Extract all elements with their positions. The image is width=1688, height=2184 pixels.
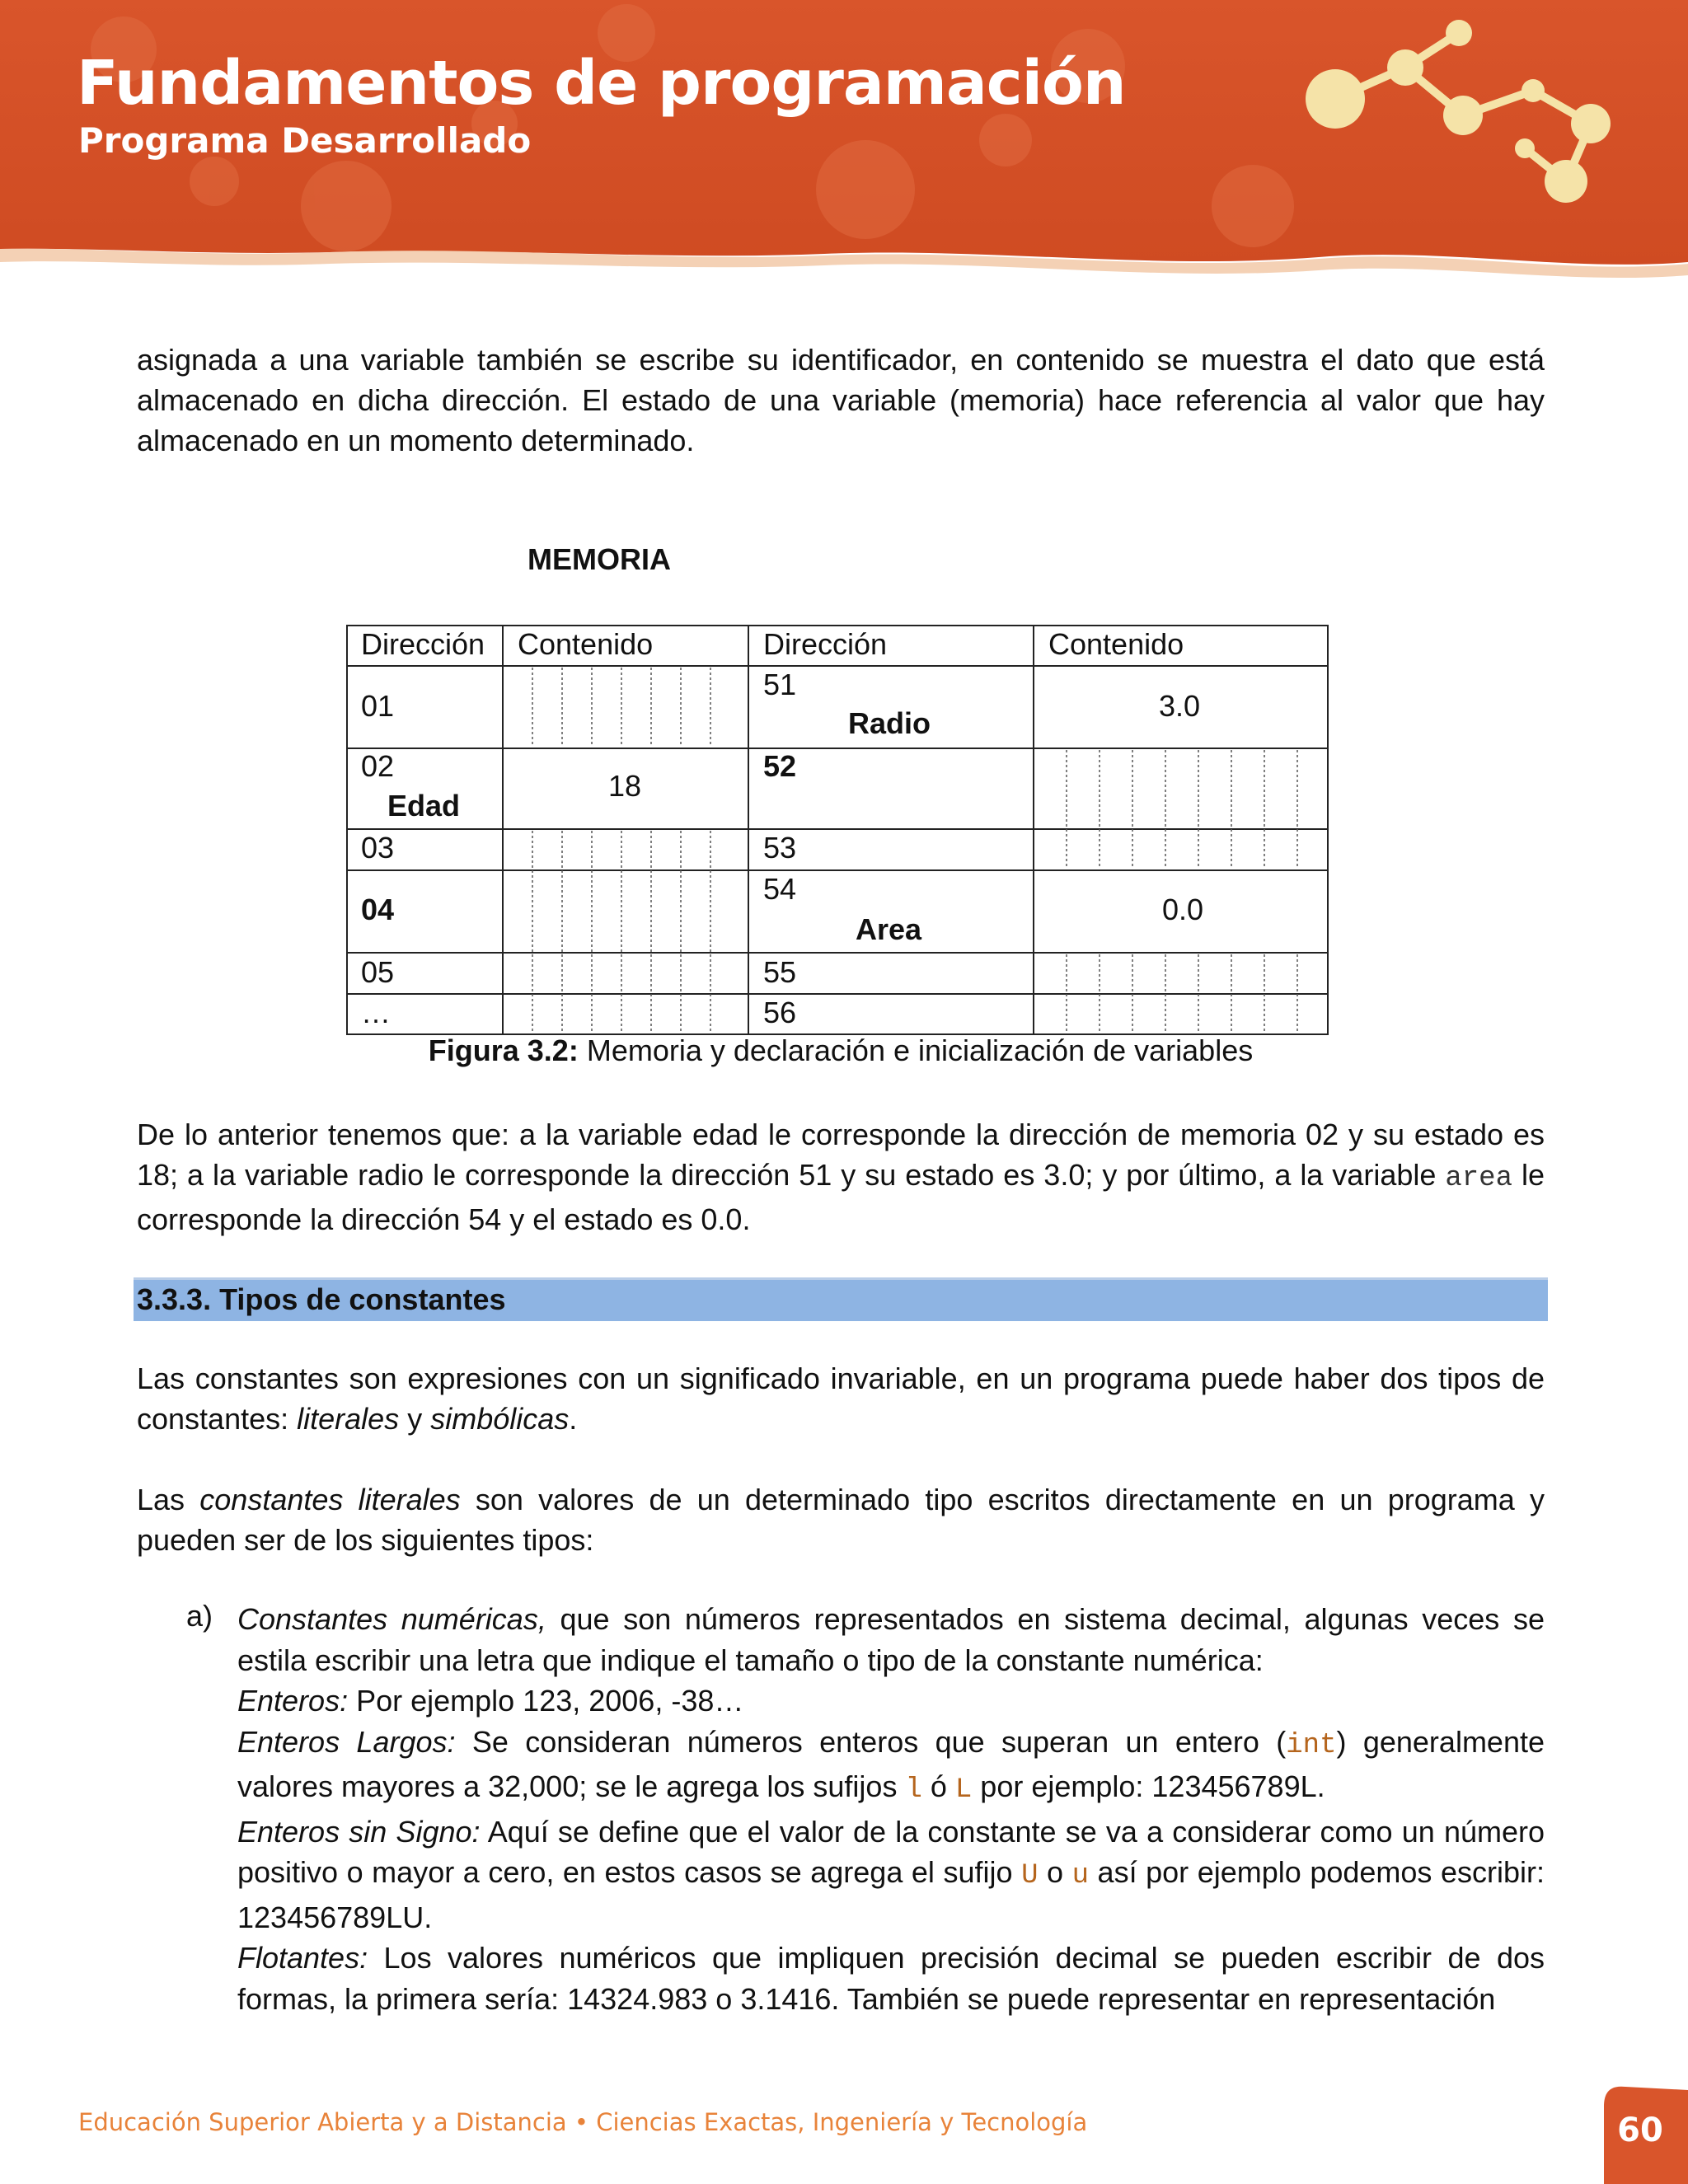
numeric-constants-intro	[237, 1599, 1545, 1680]
right-addr-51: 51	[763, 668, 797, 701]
list-marker-a: a)	[186, 1599, 213, 1633]
right-addr-53: 53	[763, 831, 797, 865]
term-constantes-numericas: Constantes numéricas,	[237, 1602, 546, 1636]
right-addr-56: 56	[763, 996, 797, 1029]
page-number: 60	[1617, 2111, 1663, 2149]
col-header-contenido-left: Contenido	[518, 627, 654, 661]
left-addr-ellipsis: …	[361, 996, 391, 1029]
literals-intro-paragraph	[137, 1479, 1545, 1560]
term-constantes-literales: constantes literales	[199, 1483, 461, 1516]
enteros-sin-signo-text-3: así por ejemplo podemos escribir: 123456789LU.	[237, 1855, 1545, 1934]
enteros-text: Por ejemplo 123, 2006, -38…	[348, 1684, 744, 1718]
enteros-line	[237, 1680, 1545, 1722]
variable-value-area: 0.0	[1162, 893, 1204, 926]
section-heading-bar	[134, 1277, 1548, 1321]
right-addr-54: 54	[763, 872, 797, 906]
variable-label-edad: Edad	[387, 789, 461, 823]
variable-value-radio: 3.0	[1159, 689, 1201, 723]
left-addr-05: 05	[361, 955, 395, 989]
figure-explanation-paragraph	[137, 1114, 1545, 1240]
enteros-largos-text-4: por ejemplo: 123456789L.	[972, 1769, 1325, 1803]
literals-intro-text-end: son valores de un determinado tipo escritos directamente en un programa y pueden ser de los siguientes tipos:	[137, 1483, 1545, 1557]
enteros-largos-text-2: ) generalmente valores mayores a 32,000; se le agrega los sufijos	[237, 1724, 1545, 1803]
col-header-contenido-right: Contenido	[1048, 627, 1184, 661]
term-enteros: Enteros:	[237, 1684, 349, 1718]
term-literales: literales	[297, 1402, 400, 1436]
inline-code-area: area	[1445, 1163, 1512, 1194]
footer-institution-text: Educación Superior Abierta y a Distancia • Ciencias Exactas, Ingeniería y Tecnología	[78, 2108, 1088, 2136]
document-subtitle: Programa Desarrollado	[78, 120, 532, 161]
constants-intro-paragraph	[137, 1358, 1545, 1439]
enteros-largos-text: Se consideran números enteros que superan un entero (	[455, 1724, 1287, 1759]
figure-caption-text: Memoria y declaración e inicialización de variables	[578, 1033, 1254, 1067]
term-simbolicas: simbólicas	[430, 1402, 570, 1436]
list-item-numeric-constants	[237, 1599, 1545, 2019]
inline-code-suffix-l: l	[905, 1774, 922, 1806]
figure-explanation-text-end: le corresponde la dirección 54 y el estado es 0.0.	[137, 1158, 1545, 1236]
term-enteros-sin-signo: Enteros sin Signo:	[237, 1814, 481, 1849]
constants-intro-joiner: y	[399, 1402, 431, 1436]
figure-heading: MEMORIA	[528, 542, 671, 576]
variable-value-edad: 18	[608, 769, 642, 803]
inline-code-suffix-U: U	[1021, 1860, 1039, 1891]
left-addr-04: 04	[361, 893, 395, 926]
inline-code-suffix-L: L	[954, 1774, 973, 1806]
col-header-direccion-left: Dirección	[361, 627, 485, 661]
inline-code-suffix-u: u	[1071, 1860, 1089, 1891]
intro-paragraph: asignada a una variable también se escribe su identificador, en contenido se muestra el dato que está almacenado en dicha dirección. El estado de una variable (memoria) hace referencia al valor que hay almacenado en un momento determinado.	[137, 343, 1545, 457]
memory-table-grid	[346, 625, 1335, 1037]
constants-intro-end: .	[569, 1402, 578, 1436]
term-enteros-largos: Enteros Largos:	[237, 1724, 456, 1759]
inline-code-int: int	[1286, 1729, 1337, 1761]
figure-caption	[346, 1033, 1335, 1068]
flotantes-text: Los valores numéricos que impliquen precisión decimal se pueden escribir de dos formas, la primera sería: 14324.983 o 3.1416. También se puede representar en representación	[237, 1941, 1545, 2016]
term-flotantes: Flotantes:	[237, 1941, 368, 1975]
figure-caption-label: Figura 3.2:	[428, 1033, 579, 1067]
section-title: 3.3.3. Tipos de constantes	[137, 1282, 506, 1316]
literals-intro-text: Las	[137, 1483, 200, 1516]
memory-table	[346, 625, 1335, 1037]
enteros-sin-signo-text: Aquí se define que el valor de la constante se va a considerar como un número positivo o mayor a cero, en estos casos se agrega el sufijo	[237, 1814, 1545, 1889]
numeric-constants-intro-text: que son números representados en sistema decimal, algunas veces se estila escribir una letra que indique el tamaño o tipo de la constante numérica:	[237, 1602, 1545, 1677]
enteros-sin-signo-text-2: o	[1038, 1855, 1072, 1889]
left-addr-02: 02	[361, 749, 395, 783]
enteros-sin-signo-paragraph	[237, 1811, 1545, 1938]
page-number-tab	[1599, 2082, 1688, 2184]
constants-intro-text: Las constantes son expresiones con un significado invariable, en un programa puede haber dos tipos de constantes:	[137, 1361, 1545, 1436]
right-addr-52: 52	[763, 749, 797, 783]
variable-label-radio: Radio	[848, 706, 931, 740]
col-header-direccion-right: Dirección	[763, 627, 888, 661]
left-addr-01: 01	[361, 689, 395, 723]
figure-explanation-text: De lo anterior tenemos que: a la variable edad le corresponde la dirección de memoria 02 y su estado es 18; a la variable radio le corresponde la dirección 51 y su estado es 3.0; y por último, a la variable	[137, 1118, 1545, 1192]
document-title: Fundamentos de programación	[77, 48, 1126, 119]
header-banner	[0, 0, 1688, 297]
enteros-largos-text-3: ó	[921, 1769, 955, 1803]
enteros-largos-paragraph	[237, 1722, 1545, 1811]
right-addr-55: 55	[763, 955, 797, 989]
flotantes-paragraph	[237, 1938, 1545, 2019]
variable-label-area: Area	[856, 912, 922, 946]
left-addr-03: 03	[361, 831, 395, 865]
